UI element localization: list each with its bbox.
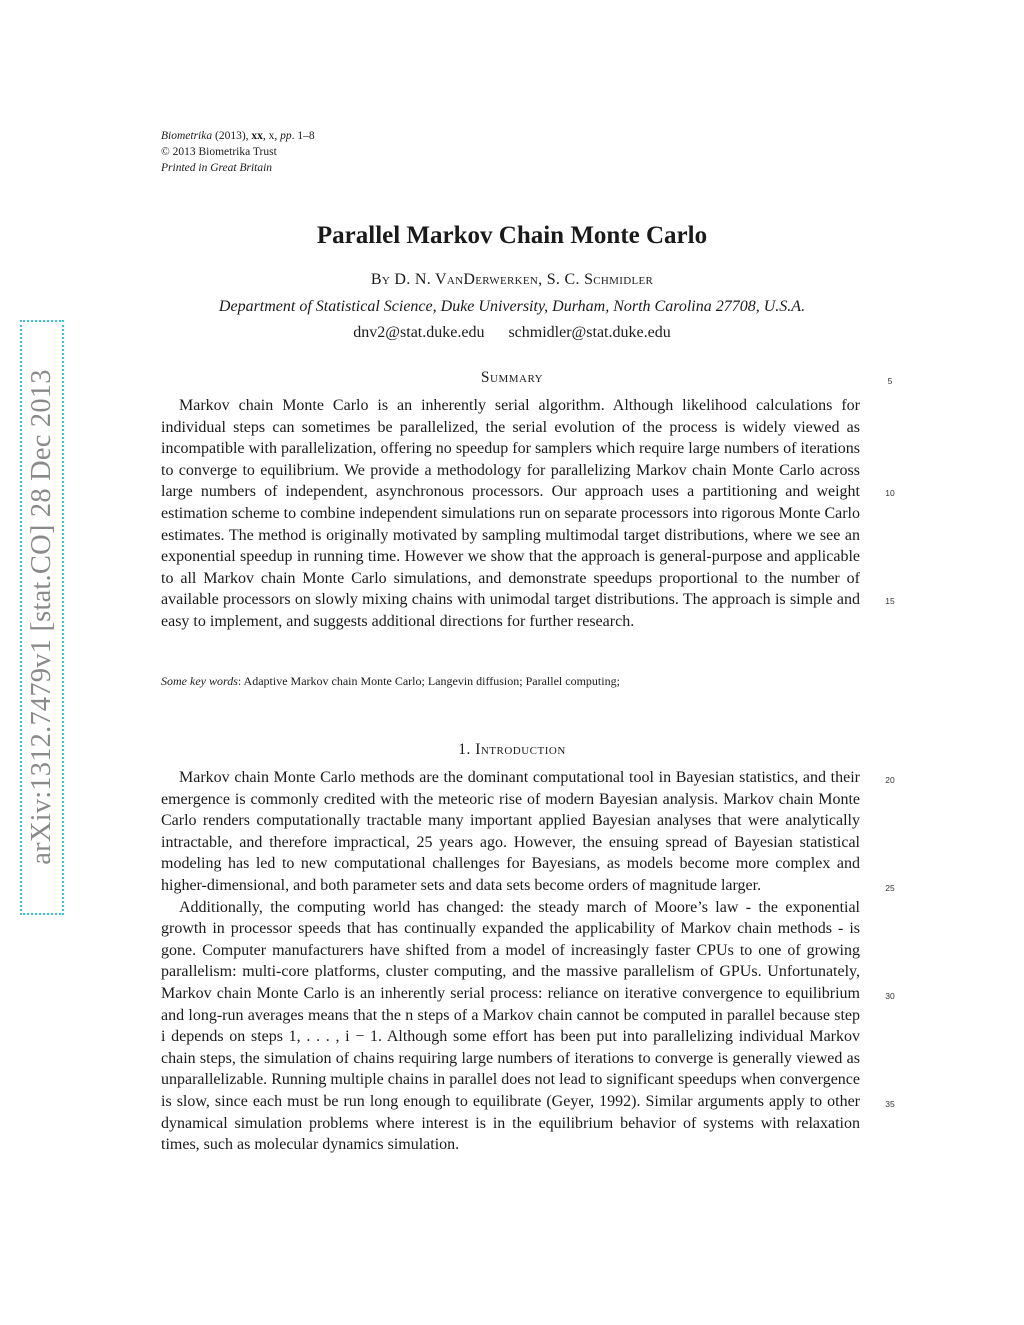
- keywords-label: Some key words: [161, 674, 238, 688]
- journal-year: (2013),: [212, 130, 252, 142]
- arxiv-stamp-text[interactable]: arXiv:1312.7479v1 [stat.CO] 28 Dec 2013: [26, 369, 57, 865]
- author-emails: [0, 324, 1024, 342]
- journal-header: [161, 128, 315, 176]
- citation-line: [161, 128, 315, 144]
- summary-paragraph: Markov chain Monte Carlo is an inherently serial algorithm. Although likelihood calculations for individual steps can sometimes be parallelized, the serial evolution of the process is widely viewed as incompatible with parallelization, offering no speedup for samplers which require large numbers of iterations to converge to equilibrium. We provide a methodology for parallelizing Markov chain Monte Carlo across large numbers of independent, asynchronous processors. Our approach uses a partitioning and weight estimation scheme to combine independent simulations run on separate processors into rigorous Monte Carlo estimates. The method is originally motivated by sampling multimodal target distributions, where we see an exponential speedup in running time. However we show that the approach is general-purpose and applicable to all Markov chain Monte Carlo simulations, and demonstrate speedups proportional to the number of available processors on slowly mixing chains with unimodal target distributions. The approach is simple and easy to implement, and suggests additional directions for further research.: [161, 397, 860, 630]
- pp-label: pp: [280, 130, 292, 142]
- journal-issue: , x,: [262, 130, 281, 142]
- summary-heading: Summary: [480, 369, 544, 386]
- intro-paragraph: Additionally, the computing world has changed: the steady march of Moore’s law - the exponential growth in processor speeds that has continually expanded the applicability of Markov chain methods - is gone. Computer manufacturers have shifted from a model of increasingly faster CPUs to one of growing parallelism: multi-core platforms, cluster computing, and the massive parallelism of GPUs. Unfortunately, Markov chain Monte Carlo is an inherently serial process: reliance on iterative convergence to equilibrium and long-run averages means that the n steps of a Markov chain cannot be computed in parallel because step i depends on steps 1, . . . , i − 1. Although some effort has been put into parallelizing individual Markov chain steps, the simulation of chains requiring large numbers of iterations to converge is generally viewed as unparallelizable. Running multiple chains in parallel does not lead to significant speedups when convergence is slow, since each must be run long enough to equilibrate (Geyer, 1992). Similar arguments apply to other dynamical simulation problems where interest is in the equilibrium behavior of systems with relaxation times, such as molecular dynamics simulation.: [161, 898, 860, 1154]
- introduction-heading-text: 1. Introduction: [458, 741, 566, 758]
- keywords: [161, 674, 620, 689]
- line-number: 10: [885, 488, 895, 498]
- journal-name: Biometrika: [161, 130, 213, 142]
- arxiv-stamp[interactable]: [20, 320, 64, 915]
- line-number: 35: [885, 1099, 895, 1109]
- email-link[interactable]: schmidler@stat.duke.edu: [508, 324, 671, 341]
- introduction-body: [161, 767, 860, 1156]
- paper-authors: By D. N. VanDerwerken, S. C. Schmidler: [370, 271, 654, 288]
- summary-body: [161, 395, 860, 633]
- intro-paragraph: Markov chain Monte Carlo methods are the dominant computational tool in Bayesian statistics, and their emergence is commonly credited with the meteoric rise of modern Bayesian analysis. Markov chain Monte Carlo renders computationally tractable many important applied Bayesian analyses that were analytically intractable, and therefore impractical, 25 years ago. However, the ensuing spread of Bayesian statistical modeling has led to new computational challenges for Bayesians, as models become more complex and higher-dimensional, and both parameter sets and data sets become orders of magnitude larger.: [161, 769, 860, 894]
- printed-text: Printed in Great Britain: [161, 162, 273, 174]
- journal-volume: xx: [251, 130, 263, 142]
- paper-title: Parallel Markov Chain Monte Carlo: [316, 222, 708, 249]
- author-affiliation: Department of Statistical Science, Duke University, Durham, North Carolina 27708, U.S.A.: [218, 298, 806, 315]
- line-number: 15: [885, 596, 895, 606]
- line-number: 30: [885, 991, 895, 1001]
- journal-pages: . 1–8: [291, 130, 315, 142]
- introduction-heading: [0, 741, 1024, 759]
- copyright-line: © 2013 Biometrika Trust: [161, 146, 277, 158]
- email-link[interactable]: dnv2@stat.duke.edu: [353, 324, 485, 341]
- line-number: 20: [885, 775, 895, 785]
- keywords-text: : Adaptive Markov chain Monte Carlo; Langevin diffusion; Parallel computing;: [237, 674, 620, 688]
- line-number: 25: [885, 883, 895, 893]
- printed-line: [161, 160, 315, 176]
- line-number: 5: [887, 376, 893, 386]
